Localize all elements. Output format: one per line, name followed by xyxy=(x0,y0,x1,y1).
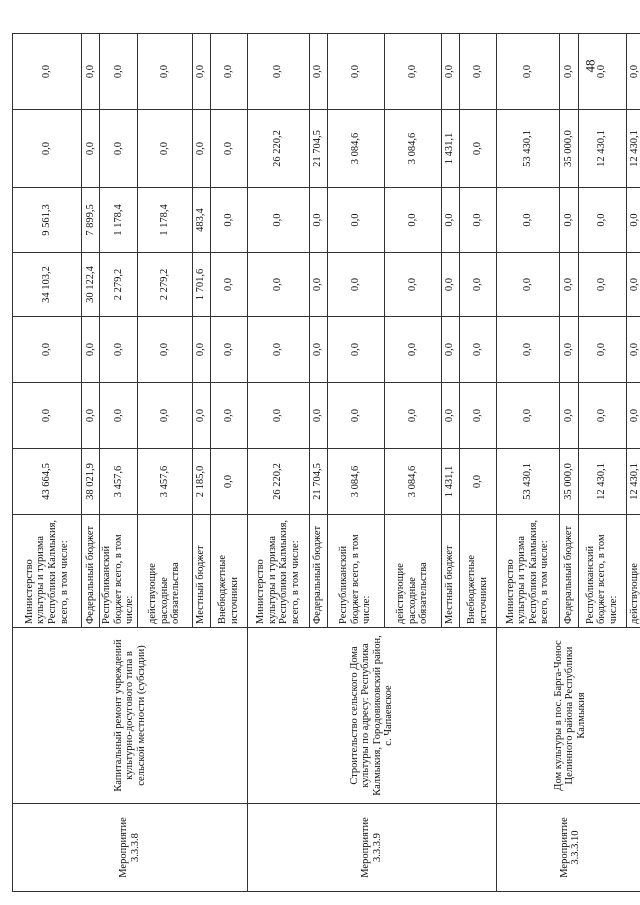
value-cell: 0,0 xyxy=(247,317,309,383)
value-cell: 0,0 xyxy=(210,253,247,317)
value-cell: 0,0 xyxy=(459,110,496,188)
value-cell: 0,0 xyxy=(441,188,459,253)
rotated-page xyxy=(12,34,640,892)
value-cell: 0,0 xyxy=(496,188,559,253)
funding-source-cell: Местный бюджет xyxy=(441,515,459,628)
value-cell: 0,0 xyxy=(82,383,100,449)
value-cell: 0,0 xyxy=(626,34,640,110)
value-cell: 0,0 xyxy=(210,188,247,253)
value-cell: 0,0 xyxy=(100,317,138,383)
value-cell: 0,0 xyxy=(441,253,459,317)
value-cell: 0,0 xyxy=(137,317,192,383)
value-cell: 0,0 xyxy=(192,317,210,383)
value-cell: 1 178,4 xyxy=(137,188,192,253)
value-cell: 0,0 xyxy=(559,317,578,383)
value-cell: 0,0 xyxy=(137,110,192,188)
value-cell: 0,0 xyxy=(578,34,626,110)
value-cell: 0,0 xyxy=(210,317,247,383)
value-cell: 0,0 xyxy=(441,34,459,110)
value-cell: 0,0 xyxy=(626,383,640,449)
value-cell: 0,0 xyxy=(441,383,459,449)
value-cell: 0,0 xyxy=(247,188,309,253)
value-cell: 12 430,1 xyxy=(578,449,626,515)
value-cell: 0,0 xyxy=(384,383,441,449)
value-cell: 0,0 xyxy=(192,383,210,449)
value-cell: 0,0 xyxy=(247,34,309,110)
funding-source-cell: Республиканский бюджет всего, в том числе: xyxy=(327,515,384,628)
value-cell: 26 220,2 xyxy=(247,110,309,188)
value-cell: 0,0 xyxy=(626,188,640,253)
value-cell: 0,0 xyxy=(13,110,82,188)
funding-source-cell: Республиканский бюджет всего, в том числе: xyxy=(100,515,138,628)
funding-source-cell: Министерство культуры и туризма Республики Калмыкия, всего, в том числе: xyxy=(247,515,309,628)
value-cell: 1 178,4 xyxy=(100,188,138,253)
table-row xyxy=(13,34,82,892)
action-cell: Мероприятие 3.3.3.10 xyxy=(496,804,640,892)
value-cell: 0,0 xyxy=(459,383,496,449)
value-cell: 0,0 xyxy=(459,188,496,253)
value-cell: 0,0 xyxy=(327,317,384,383)
value-cell: 0,0 xyxy=(496,253,559,317)
value-cell: 0,0 xyxy=(210,110,247,188)
value-cell: 0,0 xyxy=(496,317,559,383)
value-cell: 0,0 xyxy=(13,34,82,110)
value-cell: 0,0 xyxy=(459,34,496,110)
value-cell: 12 430,1 xyxy=(626,110,640,188)
value-cell: 3 457,6 xyxy=(137,449,192,515)
value-cell: 0,0 xyxy=(309,383,327,449)
funding-source-cell: Федеральный бюджет xyxy=(309,515,327,628)
funding-source-cell: Федеральный бюджет xyxy=(82,515,100,628)
value-cell: 7 899,5 xyxy=(82,188,100,253)
value-cell: 2 279,2 xyxy=(100,253,138,317)
value-cell: 0,0 xyxy=(100,34,138,110)
action-name-cell: Строительство сельского Дома культуры по адресу: Республика Калмыкия, Городовиковский район, с. Чапаевское xyxy=(247,628,496,804)
value-cell: 483,4 xyxy=(192,188,210,253)
table-row xyxy=(247,34,309,892)
value-cell: 3 084,6 xyxy=(384,449,441,515)
value-cell: 0,0 xyxy=(309,253,327,317)
action-cell: Мероприятие 3.3.3.9 xyxy=(247,804,496,892)
value-cell: 0,0 xyxy=(247,383,309,449)
value-cell: 2 279,2 xyxy=(137,253,192,317)
page-number: 48 xyxy=(582,59,598,73)
value-cell: 0,0 xyxy=(459,253,496,317)
funding-source-cell: Федеральный бюджет xyxy=(559,515,578,628)
budget-table xyxy=(12,33,640,892)
value-cell: 30 122,4 xyxy=(82,253,100,317)
value-cell: 35 000,0 xyxy=(559,110,578,188)
value-cell: 0,0 xyxy=(626,253,640,317)
funding-source-cell: Местный бюджет xyxy=(192,515,210,628)
funding-source-cell: действующие xyxy=(626,515,640,628)
value-cell: 9 561,3 xyxy=(13,188,82,253)
value-cell: 0,0 xyxy=(578,317,626,383)
value-cell: 26 220,2 xyxy=(247,449,309,515)
value-cell: 38 021,9 xyxy=(82,449,100,515)
value-cell: 53 430,1 xyxy=(496,449,559,515)
action-cell: Мероприятие 3.3.3.8 xyxy=(13,804,248,892)
funding-source-cell: действующие расходные обязательства xyxy=(137,515,192,628)
action-name-cell: Капитальный ремонт учреждений культурно-досугового типа в сельской местности (субсидии) xyxy=(13,628,248,804)
value-cell: 43 664,5 xyxy=(13,449,82,515)
table-row xyxy=(496,34,559,892)
value-cell: 12 430,1 xyxy=(626,449,640,515)
value-cell: 0,0 xyxy=(309,317,327,383)
funding-source-cell: действующие расходные обязательства xyxy=(384,515,441,628)
funding-source-cell: Министерство культуры и туризма Республики Калмыкия, всего, в том числе: xyxy=(13,515,82,628)
value-cell: 0,0 xyxy=(82,34,100,110)
value-cell: 0,0 xyxy=(384,253,441,317)
value-cell: 0,0 xyxy=(578,383,626,449)
value-cell: 35 000,0 xyxy=(559,449,578,515)
value-cell: 3 084,6 xyxy=(327,449,384,515)
value-cell: 0,0 xyxy=(100,383,138,449)
value-cell: 0,0 xyxy=(459,317,496,383)
value-cell: 0,0 xyxy=(309,34,327,110)
value-cell: 0,0 xyxy=(327,253,384,317)
value-cell: 0,0 xyxy=(559,383,578,449)
value-cell: 0,0 xyxy=(578,188,626,253)
value-cell: 0,0 xyxy=(210,34,247,110)
funding-source-cell: Республиканский бюджет всего, в том числе: xyxy=(578,515,626,628)
value-cell: 0,0 xyxy=(100,110,138,188)
value-cell: 2 185,0 xyxy=(192,449,210,515)
value-cell: 0,0 xyxy=(441,317,459,383)
value-cell: 0,0 xyxy=(309,188,327,253)
value-cell: 0,0 xyxy=(384,317,441,383)
value-cell: 34 103,2 xyxy=(13,253,82,317)
value-cell: 0,0 xyxy=(327,383,384,449)
value-cell: 0,0 xyxy=(626,317,640,383)
value-cell: 0,0 xyxy=(327,188,384,253)
value-cell: 0,0 xyxy=(192,110,210,188)
value-cell: 1 431,1 xyxy=(441,449,459,515)
value-cell: 0,0 xyxy=(210,449,247,515)
value-cell: 0,0 xyxy=(247,253,309,317)
action-name-cell: Дом культуры в пос. Барга-Чонос Целинного района Республики Калмыкия xyxy=(496,628,640,804)
value-cell: 0,0 xyxy=(496,383,559,449)
value-cell: 1 701,6 xyxy=(192,253,210,317)
value-cell: 0,0 xyxy=(137,383,192,449)
value-cell: 0,0 xyxy=(327,34,384,110)
value-cell: 0,0 xyxy=(578,253,626,317)
value-cell: 0,0 xyxy=(496,34,559,110)
value-cell: 3 457,6 xyxy=(100,449,138,515)
value-cell: 0,0 xyxy=(192,34,210,110)
funding-source-cell: Внебюджетные источники xyxy=(210,515,247,628)
value-cell: 12 430,1 xyxy=(578,110,626,188)
value-cell: 21 704,5 xyxy=(309,449,327,515)
value-cell: 3 084,6 xyxy=(327,110,384,188)
funding-source-cell: Министерство культуры и туризма Республики Калмыкия, всего, в том числе: xyxy=(496,515,559,628)
value-cell: 21 704,5 xyxy=(309,110,327,188)
value-cell: 0,0 xyxy=(384,188,441,253)
value-cell: 0,0 xyxy=(559,253,578,317)
value-cell: 3 084,6 xyxy=(384,110,441,188)
value-cell: 0,0 xyxy=(384,34,441,110)
value-cell: 0,0 xyxy=(559,34,578,110)
value-cell: 53 430,1 xyxy=(496,110,559,188)
value-cell: 0,0 xyxy=(13,317,82,383)
value-cell: 0,0 xyxy=(137,34,192,110)
value-cell: 0,0 xyxy=(13,383,82,449)
funding-source-cell: Внебюджетные источники xyxy=(459,515,496,628)
value-cell: 0,0 xyxy=(82,317,100,383)
value-cell: 0,0 xyxy=(210,383,247,449)
value-cell: 0,0 xyxy=(559,188,578,253)
value-cell: 0,0 xyxy=(459,449,496,515)
value-cell: 1 431,1 xyxy=(441,110,459,188)
value-cell: 0,0 xyxy=(82,110,100,188)
